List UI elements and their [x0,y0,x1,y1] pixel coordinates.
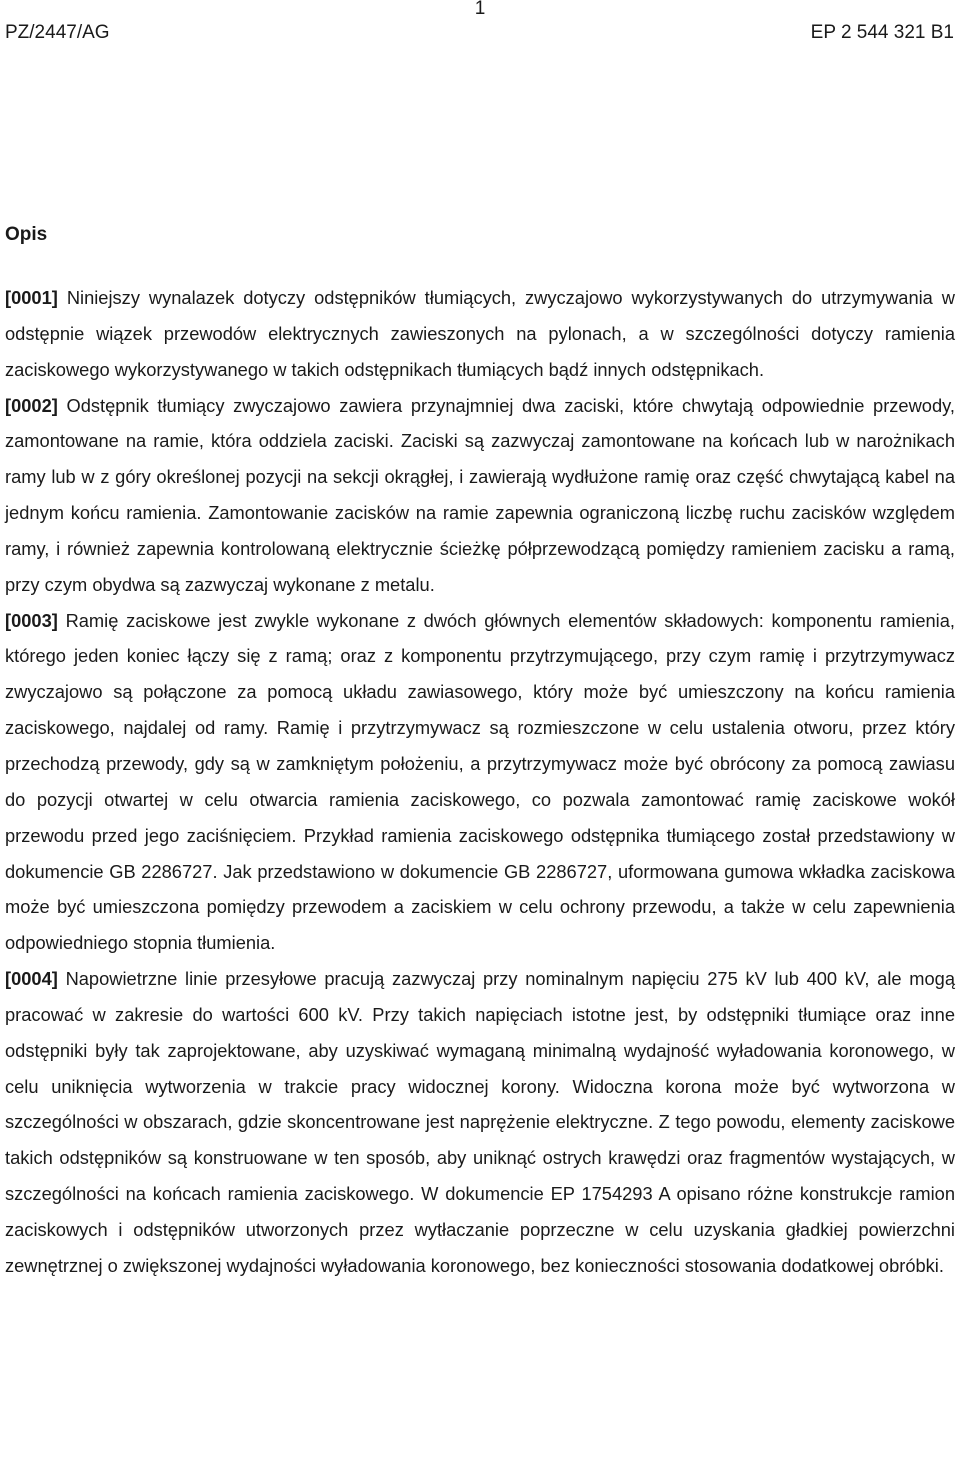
paragraph-0003 [5,603,955,961]
paragraph-text: Niniejszy wynalazek dotyczy odstępników tłumiących, zwyczajowo wykorzystywanych do utrzymywania w odstępnie wiązek przewodów elektrycznych zawieszonych na pylonach, a w szczególności dotyczy ramienia zaciskowego wykorzystywanego w takich odstępnikach tłumiących bądź innych odstępnikach. [5,287,955,380]
page-number: 1 [474,0,486,19]
paragraph-number: [0004] [5,968,58,990]
patent-number: EP 2 544 321 B1 [810,22,954,43]
description-body [5,280,955,1284]
paragraph-text: Ramię zaciskowe jest zwykle wykonane z dwóch głównych elementów składowych: komponentu ramienia, którego jeden koniec łączy się z ramą; oraz z komponentu przytrzymującego, przy czym ramię i przytrzymywacz zwyczajowo są połączone za pomocą układu zawiasowego, który może być umieszczony na końcu ramienia zaciskowego, najdalej od ramy. Ramię i przytrzymywacz są rozmieszczone w celu ustalenia otworu, przez który przechodzą przewody, gdy są w zamkniętym położeniu, a przytrzymywacz może być obrócony za pomocą zawiasu do pozycji otwartej w celu otwarcia ramienia zaciskowego, co pozwala zamontować ramię zaciskowe wokół przewodu przed jego zaciśnięciem. Przykład ramienia zaciskowego odstępnika tłumiącego został przedstawiony w dokumencie GB 2286727. Jak przedstawiono w dokumencie GB 2286727, uformowana gumowa wkładka zaciskowa może być umieszczona pomiędzy przewodem a zaciskiem w celu ochrony przewodu, a także w celu zapewnienia odpowiedniego stopnia tłumienia. [5,609,955,954]
paragraph-text: Odstępnik tłumiący zwyczajowo zawiera przynajmniej dwa zaciski, które chwytają odpowiednie przewody, zamontowane na ramie, która oddziela zaciski. Zaciski są zazwyczaj zamontowane na końcach lub w narożnikach ramy lub w z góry określonej pozycji na sekcji okrągłej, i zawierają wydłużone ramię oraz część chwytającą kabel na jednym końcu ramienia. Zamontowanie zacisków na ramie zapewnia ograniczoną liczbę ruchu zacisków względem ramy, i również zapewnia kontrolowaną elektrycznie ścieżkę półprzewodzącą pomiędzy ramieniem zacisku a ramą, przy czym obydwa są zazwyczaj wykonane z metalu. [5,394,955,595]
paragraph-0001 [5,280,955,388]
paragraph-0004 [5,961,955,1284]
section-title: Opis [5,224,48,245]
paragraph-0002 [5,388,955,603]
document-reference: PZ/2447/AG [5,22,110,43]
paragraph-number: [0002] [5,394,58,416]
paragraph-number: [0001] [5,287,58,308]
paragraph-number: [0003] [5,609,58,631]
paragraph-text: Napowietrzne linie przesyłowe pracują zazwyczaj przy nominalnym napięciu 275 kV lub 400 kV, ale mogą pracować w zakresie do wartości 600 kV. Przy takich napięciach istotne jest, by odstępniki tłumiące oraz inne odstępniki były tak zaprojektowane, aby uzyskiwać wymaganą minimalną wydajność wyładowania koronowego, w celu uniknięcia wytworzenia w trakcie pracy widocznej korony. Widoczna korona może być wytworzona w szczególności w obszarach, gdzie skoncentrowane jest naprężenie elektryczne. Z tego powodu, elementy zaciskowe takich odstępników są konstruowane w ten sposób, aby uniknąć ostrych krawędzi oraz fragmentów wystających, w szczególności na końcach ramienia zaciskowego. W dokumencie EP 1754293 A opisano różne konstrukcje ramion zaciskowych i odstępników utworzonych przez wytłaczanie poprzeczne w celu uzyskania gładkiej powierzchni zewnętrznej o zwiększonej wydajności wyładowania koronowego, bez konieczności stosowania dodatkowej obróbki. [5,968,955,1276]
